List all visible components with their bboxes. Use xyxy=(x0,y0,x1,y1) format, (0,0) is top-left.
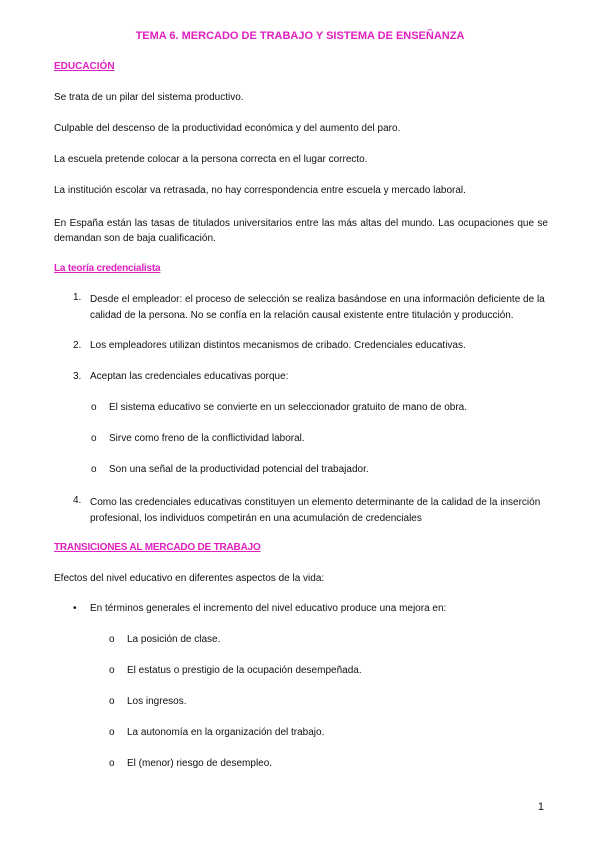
section-heading-credencialista: La teoría credencialista xyxy=(54,263,161,274)
list-marker: 1. xyxy=(73,292,82,303)
sublist-item: El sistema educativo se convierte en un seleccionador gratuito de mano de obra. xyxy=(109,402,467,413)
list-marker: 4. xyxy=(73,495,82,506)
sublist-marker: o xyxy=(91,433,97,444)
paragraph: Se trata de un pilar del sistema productivo. xyxy=(54,92,244,103)
list-item: Aceptan las credenciales educativas porque: xyxy=(90,371,289,382)
document-title: TEMA 6. MERCADO DE TRABAJO Y SISTEMA DE ENSEÑANZA xyxy=(135,30,465,42)
sublist-item: El (menor) riesgo de desempleo. xyxy=(127,758,273,769)
paragraph: La institución escolar va retrasada, no hay correspondencia entre escuela y mercado laboral. xyxy=(54,185,466,196)
paragraph: Efectos del nivel educativo en diferentes aspectos de la vida: xyxy=(54,573,325,584)
list-item: Desde el empleador: el proceso de selección se realiza basándose en una información deficiente de la calidad de la persona. No se confía en la relación causal existente entre titulación y producción. xyxy=(90,294,545,321)
sublist-marker: o xyxy=(109,758,115,769)
sublist-item: Son una señal de la productividad potencial del trabajador. xyxy=(109,464,369,475)
section-heading-transiciones: TRANSICIONES AL MERCADO DE TRABAJO xyxy=(54,542,261,553)
bullet-item: En términos generales el incremento del nivel educativo produce una mejora en: xyxy=(90,603,447,614)
sublist-item: Los ingresos. xyxy=(127,696,187,707)
sublist-item: El estatus o prestigio de la ocupación desempeñada. xyxy=(127,665,362,676)
sublist-marker: o xyxy=(91,464,97,475)
sublist-marker: o xyxy=(109,665,115,676)
page-number: 1 xyxy=(537,801,544,813)
sublist-item: Sirve como freno de la conflictividad laboral. xyxy=(109,433,305,444)
sublist-item: La autonomía en la organización del trabajo. xyxy=(127,727,325,738)
sublist-marker: o xyxy=(91,402,97,413)
sublist-marker: o xyxy=(109,696,115,707)
paragraph: Culpable del descenso de la productividad económica y del aumento del paro. xyxy=(54,123,401,134)
sublist-item: La posición de clase. xyxy=(127,634,221,645)
list-item: Como las credenciales educativas constituyen un elemento determinante de la calidad de la inserción profesional, los individuos competirán en una acumulación de credenciales xyxy=(90,497,541,524)
section-heading-educacion: EDUCACIÓN xyxy=(54,61,115,72)
bullet-marker: • xyxy=(73,603,77,614)
list-item: Los empleadores utilizan distintos mecanismos de cribado. Credenciales educativas. xyxy=(90,340,466,351)
list-marker: 2. xyxy=(73,340,82,351)
paragraph: La escuela pretende colocar a la persona correcta en el lugar correcto. xyxy=(54,154,368,165)
sublist-marker: o xyxy=(109,634,115,645)
paragraph: En España están las tasas de titulados universitarios entre las más altas del mundo. Las ocupaciones que se demandan son de baja cualificación. xyxy=(54,218,548,244)
sublist-marker: o xyxy=(109,727,115,738)
list-marker: 3. xyxy=(73,371,82,382)
